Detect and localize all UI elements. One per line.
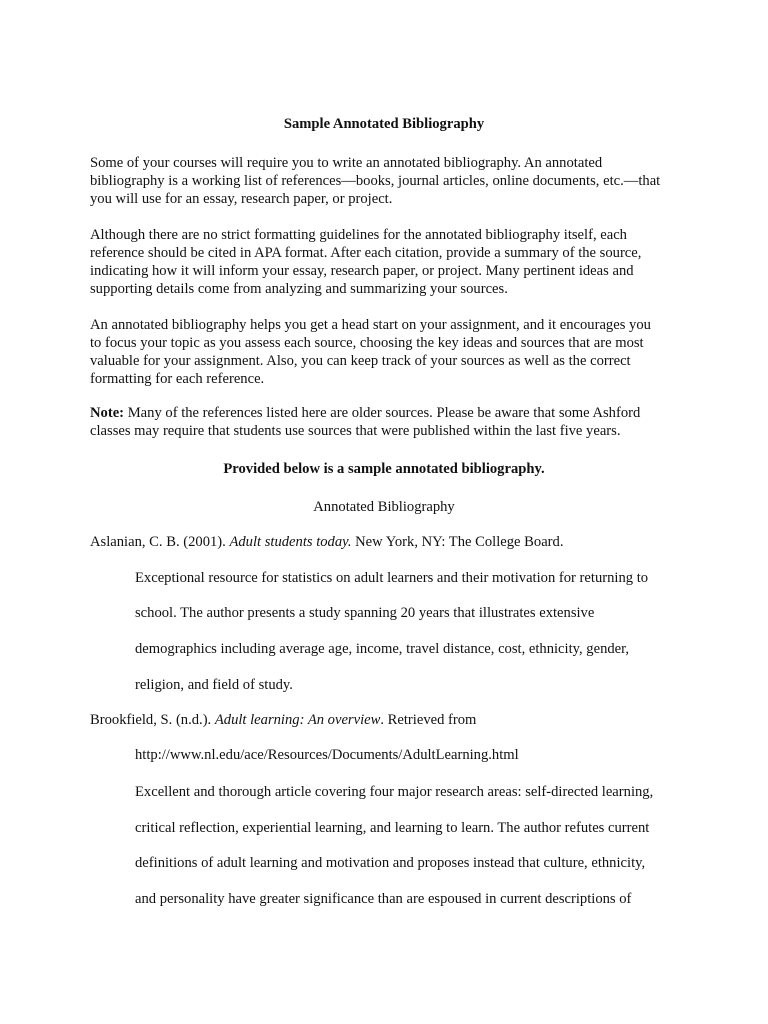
annotation-line: school. The author presents a study spanning 20 years that illustrates extensive [135, 605, 595, 621]
benefit-line: formatting for each reference. [90, 371, 265, 387]
citation-brookfield [90, 711, 476, 729]
citation-title: Adult students today. [229, 534, 352, 550]
format-line: supporting details come from analyzing and summarizing your sources. [90, 281, 508, 297]
annotation-line: definitions of adult learning and motivation and proposes instead that culture, ethnicity, [135, 855, 646, 871]
citation-author: Aslanian, C. B. (2001). [90, 534, 230, 550]
annotation-line: religion, and field of study. [135, 677, 293, 693]
format-line: Although there are no strict formatting guidelines for the annotated bibliography itself, each [90, 227, 627, 243]
provided-heading: Provided below is a sample annotated bibliography. [223, 461, 545, 477]
format-line: indicating how it will inform your essay, research paper, or project. Many pertinent ideas and [90, 263, 634, 279]
intro-line: Some of your courses will require you to write an annotated bibliography. An annotated [90, 155, 603, 171]
benefit-line: to focus your topic as you assess each source, choosing the key ideas and sources that are most [90, 335, 644, 351]
intro-line: you will use for an essay, research paper, or project. [90, 191, 393, 207]
citation-publisher: . Retrieved from [380, 712, 477, 728]
intro-paragraph [90, 154, 690, 208]
citation-aslanian [90, 533, 564, 551]
note-line: classes may require that students use sources that were published within the last five years. [90, 423, 621, 439]
annotation-line: Exceptional resource for statistics on adult learners and their motivation for returning to [135, 570, 649, 586]
note-paragraph [90, 404, 690, 440]
document-title: Sample Annotated Bibliography [283, 116, 485, 132]
benefit-line: An annotated bibliography helps you get a head start on your assignment, and it encourages you [90, 317, 651, 333]
intro-line: bibliography is a working list of references—books, journal articles, online documents, etc.—that [90, 173, 661, 189]
annotation-line: demographics including average age, income, travel distance, cost, ethnicity, gender, [135, 641, 630, 657]
format-line: reference should be cited in APA format. After each citation, provide a summary of the source, [90, 245, 642, 261]
annotation-line: critical reflection, experiential learning, and learning to learn. The author refutes current [135, 820, 650, 836]
section-heading: Annotated Bibliography [313, 499, 455, 515]
citation-url: http://www.nl.edu/ace/Resources/Documents/AdultLearning.html [135, 747, 519, 763]
format-paragraph [90, 226, 690, 298]
annotation-line: Excellent and thorough article covering four major research areas: self-directed learning, [135, 784, 654, 800]
note-label: Note: [90, 405, 125, 421]
citation-title: Adult learning: An overview [214, 712, 381, 728]
annotation-line: and personality have greater significance than are espoused in current descriptions of [135, 891, 632, 907]
benefit-paragraph [90, 316, 690, 388]
citation-author: Brookfield, S. (n.d.). [90, 712, 215, 728]
citation-publisher: New York, NY: The College Board. [351, 534, 564, 550]
note-text: Many of the references listed here are older sources. Please be aware that some Ashford [124, 405, 641, 421]
note-line [90, 404, 690, 422]
benefit-line: valuable for your assignment. Also, you can keep track of your sources as well as the correct [90, 353, 631, 369]
